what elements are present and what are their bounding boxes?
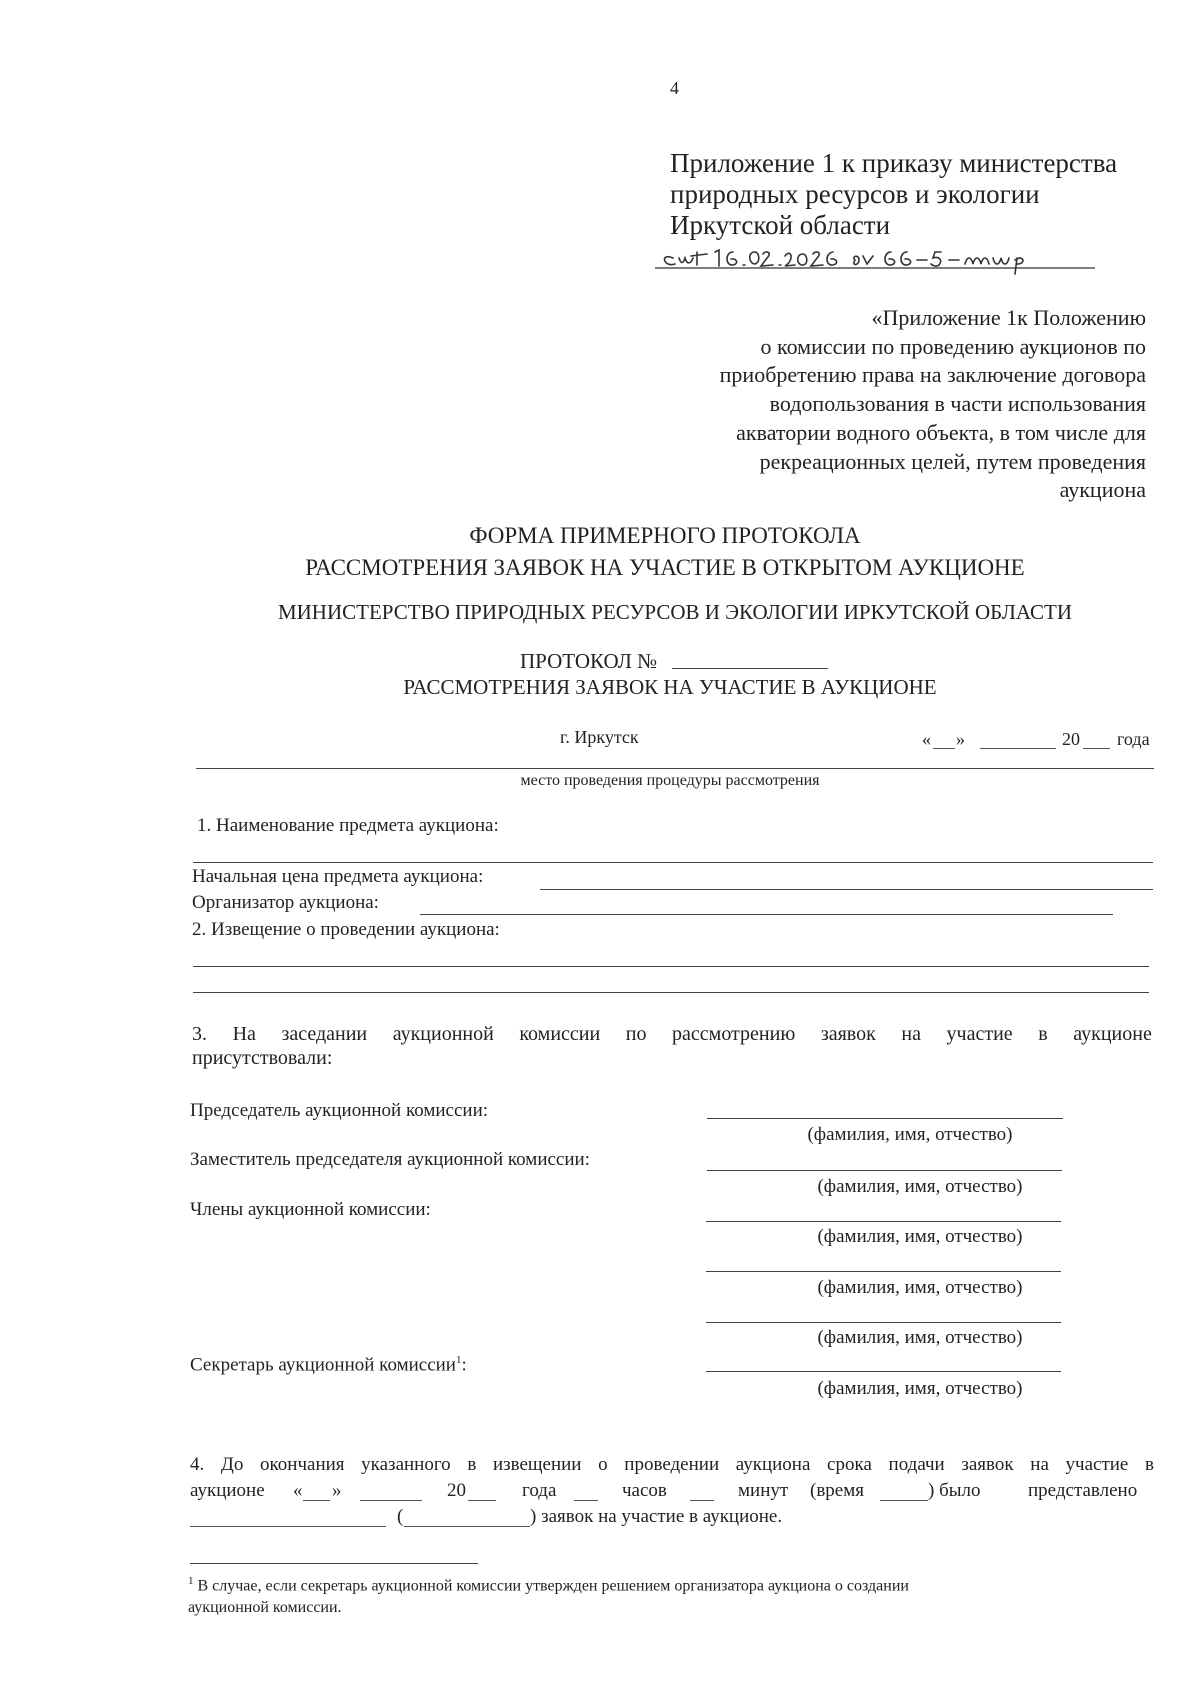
annex-line-1: «Приложение 1к Положению	[871, 305, 1146, 330]
approval-line-2: природных ресурсов и экологии	[670, 179, 1040, 209]
section3-word-4: аукционной	[392, 1023, 494, 1045]
date-year-suffix: года	[1117, 729, 1150, 749]
members-label: Члены аукционной комиссии:	[190, 1199, 431, 1220]
s4-year-prefix: 20	[447, 1480, 466, 1501]
chairman-fio-caption: (фамилия, имя, отчество)	[807, 1124, 1013, 1145]
s4-minutes-line	[690, 1500, 714, 1501]
member-2-line	[706, 1271, 1061, 1272]
date-open-quote: «	[922, 729, 931, 749]
page-number: 4	[670, 78, 679, 98]
approval-line-3: Иркутской области	[670, 210, 891, 240]
s4-month-line	[360, 1500, 422, 1501]
deputy-label: Заместитель председателя аукционной комиссии:	[190, 1149, 590, 1170]
form-title-line-2: РАССМОТРЕНИЯ ЗАЯВОК НА УЧАСТИЕ В ОТКРЫТОМ АУКЦИОНЕ	[305, 555, 1025, 580]
section3-word-3: заседании	[281, 1023, 368, 1045]
member-1-line	[706, 1221, 1061, 1222]
footnote-mark: 1	[188, 1575, 194, 1587]
annex-line-3: приобретению права на заключение договора	[719, 362, 1146, 388]
approval-block	[670, 148, 1150, 241]
member-3-line	[706, 1322, 1061, 1323]
s4-open-quote: «	[293, 1480, 303, 1501]
section1-price-label: Начальная цена предмета аукциона:	[192, 866, 484, 887]
annex-line-7: аукциона	[1059, 477, 1146, 503]
annex-block	[600, 304, 1146, 505]
section3-word-10: участие	[946, 1023, 1013, 1045]
s4-count-line	[190, 1526, 386, 1527]
s4-word-minut: минут	[738, 1480, 789, 1501]
member-3-fio-caption: (фамилия, имя, отчество)	[817, 1327, 1023, 1348]
section3-word-5: комиссии	[519, 1023, 601, 1045]
footnote-reference: 1	[455, 1354, 462, 1366]
footnote-text-2: аукционной комиссии.	[188, 1599, 342, 1617]
footnote-separator	[190, 1563, 478, 1564]
date-month-line	[980, 748, 1056, 749]
footnote-line-1	[188, 1570, 1168, 1597]
form-title-line-1: ФОРМА ПРИМЕРНОГО ПРОТОКОЛА	[469, 523, 861, 548]
section1-organizer-line	[420, 914, 1113, 915]
handwritten-date-signature	[655, 238, 1135, 280]
annex-line-6: рекреационных целей, путем проведения	[759, 448, 1146, 474]
date-year-prefix: 20	[1062, 729, 1080, 749]
section2-line-1	[193, 966, 1149, 967]
form-title	[300, 520, 1030, 584]
section4-line-2	[190, 1478, 1154, 1504]
s4-word-predstavleno: представлено	[1028, 1480, 1138, 1501]
section3-word-11: в	[1038, 1023, 1048, 1045]
s4-word-auction: аукционе	[190, 1480, 265, 1501]
protocol-subtitle: РАССМОТРЕНИЯ ЗАЯВОК НА УЧАСТИЕ В АУКЦИОНЕ	[403, 675, 937, 699]
footnote	[188, 1570, 1168, 1619]
place-line	[196, 768, 1154, 769]
s4-year-line	[468, 1500, 496, 1501]
s4-count-words-line	[404, 1526, 530, 1527]
s4-line3-tail: ) заявок на участие в аукционе.	[530, 1506, 783, 1527]
s4-word-vremya: (время	[810, 1480, 864, 1501]
section3-word-8: заявок	[820, 1023, 876, 1045]
city: г. Иркутск	[560, 727, 639, 747]
member-1-fio-caption: (фамилия, имя, отчество)	[817, 1226, 1023, 1247]
protocol-number-line	[672, 668, 828, 669]
section2-line-2	[193, 992, 1149, 993]
section3-line-2: присутствовали:	[192, 1047, 333, 1069]
deputy-line	[707, 1170, 1062, 1171]
annex-line-4: водопользования в части использования	[769, 391, 1146, 417]
secretary-label-colon: :	[461, 1354, 467, 1376]
section4-line-1: 4. До окончания указанного в извещении о проведении аукциона срока подачи заявок на участие в	[190, 1454, 1154, 1475]
s4-word-goda: года	[522, 1480, 557, 1501]
chairman-line	[707, 1118, 1063, 1119]
s4-hours-line	[574, 1500, 598, 1501]
s4-word-bylo: ) было	[928, 1480, 981, 1501]
annex-line-5: акватории водного объекта, в том числе для	[736, 419, 1146, 445]
secretary-label	[190, 1347, 610, 1378]
protocol-number-label: ПРОТОКОЛ №	[520, 649, 658, 673]
secretary-label-text: Секретарь аукционной комиссии	[190, 1354, 456, 1376]
deputy-fio-caption: (фамилия, имя, отчество)	[817, 1176, 1023, 1197]
section3-word-9: на	[901, 1023, 921, 1045]
section1-subject-line	[193, 862, 1153, 863]
section3-word-12: аукционе	[1073, 1023, 1152, 1045]
s4-time-line	[880, 1500, 928, 1501]
s4-word-chasov: часов	[622, 1480, 667, 1501]
section3-word-1: 3.	[192, 1023, 207, 1045]
date-day-line	[933, 748, 955, 749]
section4-line-3	[190, 1504, 890, 1530]
section3-word-6: по	[625, 1023, 647, 1045]
section3-word-2: На	[232, 1023, 256, 1045]
section1-price-line	[540, 889, 1153, 890]
member-2-fio-caption: (фамилия, имя, отчество)	[817, 1277, 1023, 1298]
secretary-fio-caption: (фамилия, имя, отчество)	[817, 1378, 1023, 1399]
place-caption: место проведения процедуры рассмотрения	[520, 772, 820, 789]
section2-notice-label: 2. Извещение о проведении аукциона:	[192, 919, 500, 940]
section1-organizer-label: Организатор аукциона:	[192, 892, 379, 913]
s4-paren-open: (	[397, 1506, 404, 1527]
section3-word-7: рассмотрению	[672, 1023, 796, 1045]
s4-day-line	[303, 1500, 330, 1501]
footnote-text-1: В случае, если секретарь аукционной комиссии утвержден решением организатора аукциона о создании	[193, 1577, 909, 1595]
date-close-quote: »	[956, 729, 965, 749]
secretary-line	[706, 1371, 1061, 1372]
annex-line-2: о комиссии по проведению аукционов по	[760, 333, 1146, 359]
ministry-name: МИНИСТЕРСТВО ПРИРОДНЫХ РЕСУРСОВ И ЭКОЛОГИИ ИРКУТСКОЙ ОБЛАСТИ	[277, 600, 1073, 624]
chairman-label: Председатель аукционной комиссии:	[190, 1100, 489, 1121]
approval-line-1: Приложение 1 к приказу министерства	[670, 148, 1118, 178]
s4-close-quote: »	[332, 1480, 342, 1501]
date-year-line	[1083, 748, 1110, 749]
section1-subject-label: 1. Наименование предмета аукциона:	[197, 815, 499, 836]
